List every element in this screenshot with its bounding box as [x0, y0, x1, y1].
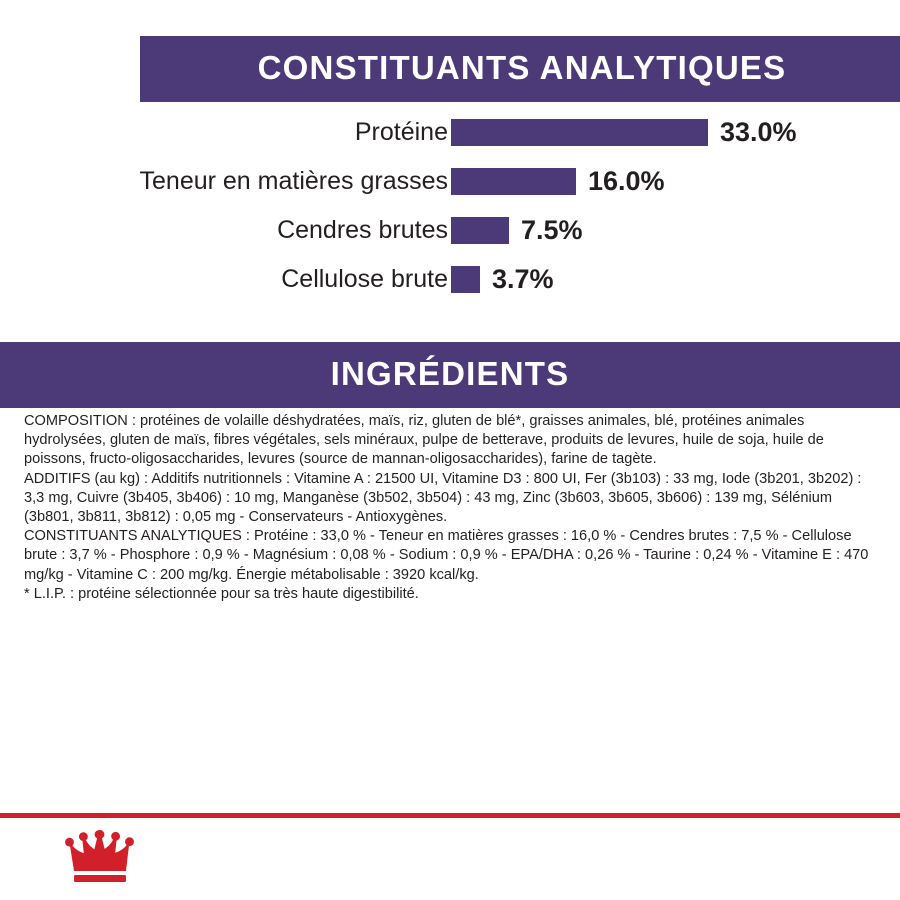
chart-bar-group — [448, 264, 554, 295]
chart-value-label: 33.0% — [720, 117, 797, 147]
chart-bar — [451, 119, 708, 146]
chart-row — [0, 108, 900, 157]
ingredients-paragraph-footnote: * L.I.P. : protéine sélectionnée pour sa très haute digestibilité. — [24, 585, 419, 602]
chart-category-label: Teneur en matières grasses — [139, 167, 448, 195]
chart-value-label: 3.7% — [492, 264, 554, 294]
chart-bar-group — [448, 215, 583, 246]
chart-bar-group — [448, 117, 797, 148]
chart-category-label: Protéine — [354, 118, 448, 146]
chart-bar — [451, 266, 480, 293]
chart-row — [0, 157, 900, 206]
analytical-constituents-header: CONSTITUANTS ANALYTIQUES — [140, 36, 900, 102]
analytical-constituents-chart — [0, 108, 900, 304]
ingredients-header: INGRÉDIENTS — [0, 342, 900, 408]
chart-row — [0, 255, 900, 304]
brand-footer — [0, 813, 900, 900]
chart-category-label: Cendres brutes — [277, 216, 448, 244]
ingredients-paragraph-analytical: CONSTITUANTS ANALYTIQUES : Protéine : 33,0 % - Teneur en matières grasses : 16,0 % - Cendres brutes : 7,5 % - Cellulose brute : 3,7 % - Phosphore : 0,9 % - Magnésium : 0,08 % - Sodium : 0,9 % - EPA/DHA : 0,26 % - Taurine : 0,24 % - Vitamine E : 470 mg/kg - Vitamine C : 200 mg/kg. Énergie métabolisable : 3920 kcal/kg. — [24, 528, 869, 583]
chart-category-label: Cellulose brute — [281, 265, 448, 293]
ingredients-body — [24, 412, 880, 604]
chart-bar — [451, 217, 509, 244]
ingredients-paragraph-composition: COMPOSITION : protéines de volaille déshydratées, maïs, riz, gluten de blé*, graisses animales, blé, protéines animales hydrolysées, gluten de maïs, fibres végétales, sels minéraux, pulpe de betterave, produits de levures, huile de soja, huile de poissons, fructo-oligosaccharides, levures (source de mannan-oligosaccharides), farine de tagète. — [24, 413, 824, 468]
chart-value-label: 7.5% — [521, 215, 583, 245]
ingredients-paragraph-additives: ADDITIFS (au kg) : Additifs nutritionnels : Vitamine A : 21500 UI, Vitamine D3 : 800 UI, Fer (3b103) : 33 mg, Iode (3b201, 3b202) : 3,3 mg, Cuivre (3b405, 3b406) : 10 mg, Manganèse (3b502, 3b504) : 43 mg, Zinc (3b603, 3b605, 3b606) : 139 mg, Sélénium (3b801, 3b811, 3b812) : 0,05 mg - Conservateurs - Antioxygènes. — [24, 470, 862, 526]
chart-bar — [451, 168, 576, 195]
chart-bar-group — [448, 166, 665, 197]
royal-canin-crown-icon — [64, 826, 136, 888]
chart-row — [0, 206, 900, 255]
chart-value-label: 16.0% — [588, 166, 665, 196]
